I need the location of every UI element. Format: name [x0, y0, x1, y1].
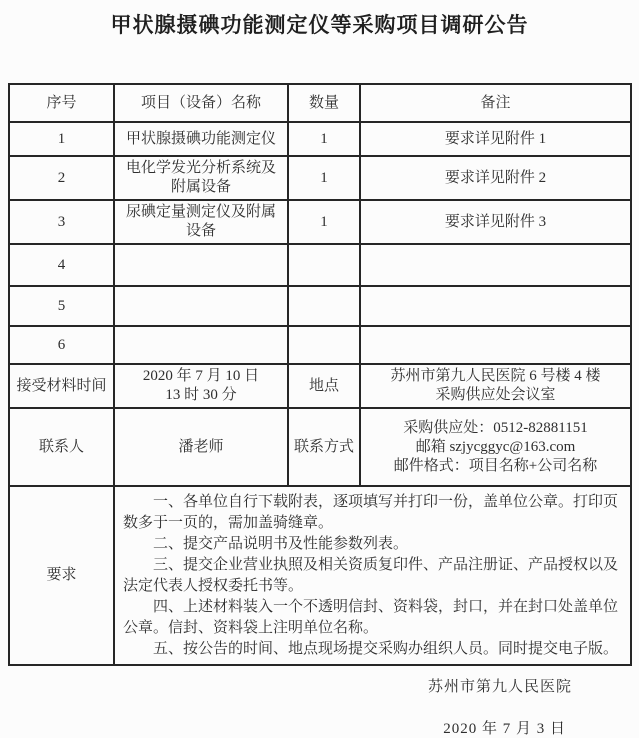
cell-requirements: [114, 486, 631, 665]
contact-phone: 采购供应处：0512-82881151: [403, 419, 588, 436]
column-header-remarks: 备注: [360, 84, 631, 122]
cell-serial: 1: [9, 122, 114, 156]
requirements-row: [9, 486, 631, 665]
cell-serial: 3: [9, 200, 114, 244]
procurement-table: [8, 83, 632, 666]
contact-email: 邮箱 szjycggyc@163.com: [415, 438, 576, 455]
cell-item-name: 甲状腺摄碘功能测定仪: [114, 122, 288, 156]
table-row: [9, 286, 631, 326]
cell-serial: 5: [9, 286, 114, 326]
cell-item-name: [114, 326, 288, 364]
table-row: [9, 326, 631, 364]
cell-contact-person: 潘老师: [114, 408, 288, 486]
issuer-signature: 苏州市第九人民医院: [427, 679, 572, 695]
cell-remarks: [360, 286, 631, 326]
table-row: [9, 200, 631, 244]
cell-serial: 2: [9, 156, 114, 200]
deadline-date: 2020 年 7 月 10 日: [142, 368, 260, 384]
page-title: 甲状腺摄碘功能测定仪等采购项目调研公告: [110, 14, 529, 37]
label-contact-method: 联系方式: [288, 408, 360, 486]
table-row: [9, 244, 631, 286]
label-place: 地点: [288, 364, 360, 408]
requirement-item: 一、各单位自行下载附表，逐项填写并打印一份，盖单位公章。打印页数多于一页的，需加盖骑缝章。: [123, 494, 619, 531]
table-row: [9, 156, 631, 200]
cell-quantity: [288, 326, 360, 364]
column-header-quantity: 数量: [288, 84, 360, 122]
contact-email-format: 邮件格式：项目名称+公司名称: [393, 457, 598, 474]
cell-item-name: [114, 244, 288, 286]
column-header-item-name: 项目（设备）名称: [114, 84, 288, 122]
cell-remarks: 要求详见附件 1: [360, 122, 631, 156]
cell-serial: 6: [9, 326, 114, 364]
cell-quantity: 1: [288, 156, 360, 200]
requirement-item: 五、按公告的时间、地点现场提交采购办组织人员。同时提交电子版。: [153, 641, 619, 657]
contact-row: [9, 408, 631, 486]
label-material-deadline: 接受材料时间: [9, 364, 114, 408]
cell-deadline-datetime: [114, 364, 288, 408]
cell-serial: 4: [9, 244, 114, 286]
cell-quantity: [288, 286, 360, 326]
cell-quantity: 1: [288, 200, 360, 244]
cell-remarks: [360, 244, 631, 286]
table-row: [9, 122, 631, 156]
label-requirements: 要求: [9, 486, 114, 665]
cell-remarks: 要求详见附件 3: [360, 200, 631, 244]
requirement-item: 四、上述材料装入一个不透明信封、资料袋，封口，并在封口处盖单位公章。信封、资料袋上注明单位名称。: [123, 599, 619, 636]
cell-item-name: 尿碘定量测定仪及附属设备: [114, 200, 288, 244]
issue-date: 2020 年 7 月 3 日: [443, 721, 566, 737]
requirement-item: 二、提交产品说明书及性能参数列表。: [153, 536, 409, 552]
cell-place: [360, 364, 631, 408]
column-header-serial: 序号: [9, 84, 114, 122]
cell-item-name: [114, 286, 288, 326]
cell-remarks: [360, 326, 631, 364]
cell-contact-method: [360, 408, 631, 486]
table-header-row: [9, 84, 631, 122]
label-contact-person: 联系人: [9, 408, 114, 486]
cell-quantity: 1: [288, 122, 360, 156]
place-line2: 采购供应处会议室: [435, 387, 556, 403]
deadline-time: 13 时 30 分: [165, 387, 237, 403]
schedule-row: [9, 364, 631, 408]
place-line1: 苏州市第九人民医院 6 号楼 4 楼: [390, 368, 601, 384]
cell-item-name: 电化学发光分析系统及附属设备: [114, 156, 288, 200]
cell-quantity: [288, 244, 360, 286]
requirement-item: 三、提交企业营业执照及相关资质复印件、产品注册证、产品授权以及法定代表人授权委托书等。: [123, 557, 619, 594]
cell-remarks: 要求详见附件 2: [360, 156, 631, 200]
